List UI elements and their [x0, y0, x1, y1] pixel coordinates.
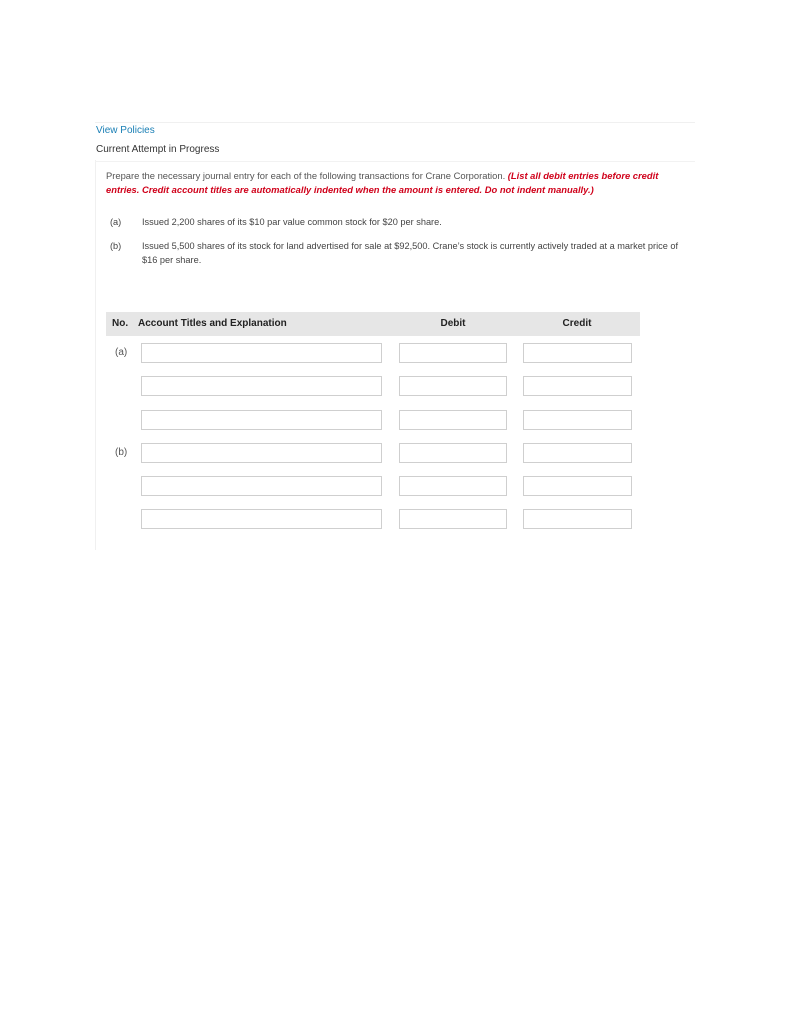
credit-amount-input[interactable] [523, 443, 632, 463]
question-prompt: Prepare the necessary journal entry for each of the following transactions for Crane Corporation. [106, 170, 508, 181]
attempt-status: Current Attempt in Progress [96, 144, 220, 155]
account-title-input[interactable] [141, 509, 382, 529]
transaction-letter: (a) [110, 217, 122, 227]
row-label: (a) [115, 347, 128, 358]
column-header-credit: Credit [562, 318, 592, 329]
column-header-debit: Debit [440, 318, 466, 329]
account-title-input[interactable] [141, 443, 382, 463]
credit-amount-input[interactable] [523, 476, 632, 496]
transaction-text: Issued 5,500 shares of its stock for land advertised for sale at $92,500. Crane’s stock is currently actively traded at a market price of $16 per share. [142, 241, 679, 265]
journal-row [106, 343, 640, 365]
row-label: (b) [115, 447, 128, 458]
left-divider [95, 160, 96, 550]
account-title-input[interactable] [141, 476, 382, 496]
top-divider [95, 122, 695, 123]
credit-amount-input[interactable] [523, 509, 632, 529]
credit-amount-input[interactable] [523, 410, 632, 430]
journal-row [106, 410, 640, 432]
debit-amount-input[interactable] [399, 376, 507, 396]
account-title-input[interactable] [141, 410, 382, 430]
journal-row [106, 443, 640, 465]
debit-amount-input[interactable] [399, 343, 507, 363]
transaction-letter: (b) [110, 241, 122, 251]
view-policies-link[interactable]: View Policies [96, 125, 155, 136]
debit-amount-input[interactable] [399, 509, 507, 529]
account-title-input[interactable] [141, 343, 382, 363]
credit-amount-input[interactable] [523, 376, 632, 396]
debit-amount-input[interactable] [399, 410, 507, 430]
journal-row [106, 476, 640, 498]
transaction-text: Issued 2,200 shares of its $10 par value common stock for $20 per share. [142, 217, 442, 227]
journal-row [106, 509, 640, 531]
section-divider [95, 161, 695, 162]
debit-amount-input[interactable] [399, 443, 507, 463]
journal-entry-table [106, 312, 640, 458]
column-header-no: No. [112, 318, 129, 329]
account-title-input[interactable] [141, 376, 382, 396]
question-instructions [106, 169, 681, 197]
question-note: (List all debit entries before credit entries. Credit account titles are automatically indented when the amount is entered. Do not indent manually.) [106, 170, 659, 195]
journal-header [106, 312, 640, 336]
debit-amount-input[interactable] [399, 476, 507, 496]
journal-row [106, 376, 640, 398]
credit-amount-input[interactable] [523, 343, 632, 363]
column-header-account: Account Titles and Explanation [138, 318, 287, 329]
